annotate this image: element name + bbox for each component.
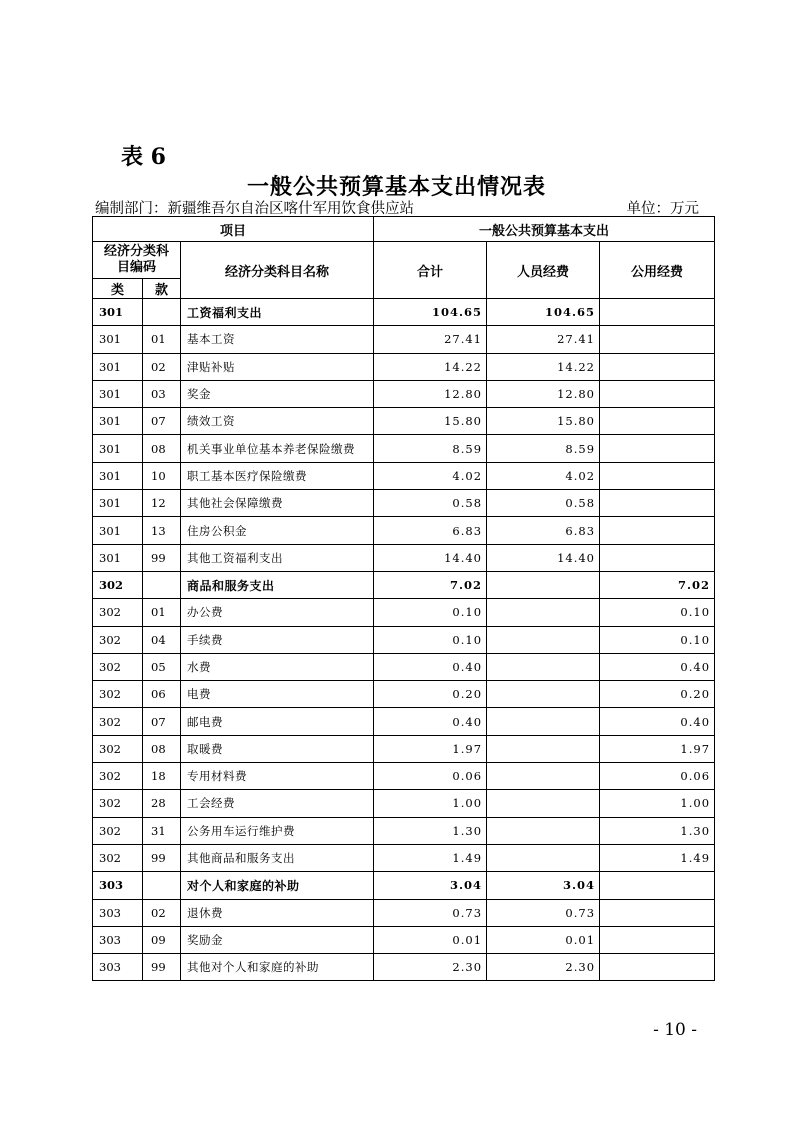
cell-name: 取暖费 <box>181 735 374 762</box>
table-row <box>93 353 715 380</box>
cell-public: 1.00 <box>600 790 715 817</box>
header-code-line2: 目编码 <box>116 260 156 275</box>
table-row <box>93 544 715 571</box>
cell-name: 电费 <box>181 681 374 708</box>
cell-lei: 302 <box>93 653 143 680</box>
cell-kuan: 10 <box>143 462 181 489</box>
cell-public: 0.20 <box>600 681 715 708</box>
header-budget: 一般公共预算基本支出 <box>374 217 715 242</box>
cell-total: 7.02 <box>374 571 487 598</box>
cell-kuan: 09 <box>143 926 181 953</box>
cell-kuan: 05 <box>143 653 181 680</box>
cell-public <box>600 490 715 517</box>
table-row <box>93 462 715 489</box>
header-name: 经济分类科目名称 <box>181 242 374 299</box>
cell-total: 14.22 <box>374 353 487 380</box>
table-row <box>93 681 715 708</box>
cell-total: 0.58 <box>374 490 487 517</box>
cell-personnel <box>487 599 600 626</box>
cell-public: 0.10 <box>600 599 715 626</box>
cell-personnel <box>487 844 600 871</box>
cell-name: 办公费 <box>181 599 374 626</box>
cell-name: 退休费 <box>181 899 374 926</box>
cell-kuan: 07 <box>143 408 181 435</box>
cell-total: 0.40 <box>374 653 487 680</box>
subtotal-row <box>93 299 715 326</box>
cell-lei: 302 <box>93 681 143 708</box>
cell-personnel: 14.22 <box>487 353 600 380</box>
cell-total: 14.40 <box>374 544 487 571</box>
cell-total: 12.80 <box>374 380 487 407</box>
cell-name: 其他商品和服务支出 <box>181 844 374 871</box>
cell-kuan: 99 <box>143 544 181 571</box>
header-public: 公用经费 <box>600 242 715 299</box>
cell-public: 1.30 <box>600 817 715 844</box>
cell-name: 公务用车运行维护费 <box>181 817 374 844</box>
cell-total: 8.59 <box>374 435 487 462</box>
table-row <box>93 790 715 817</box>
cell-total: 1.49 <box>374 844 487 871</box>
cell-name: 邮电费 <box>181 708 374 735</box>
cell-personnel: 0.01 <box>487 926 600 953</box>
table-row <box>93 653 715 680</box>
table-row <box>93 408 715 435</box>
cell-name: 其他对个人和家庭的补助 <box>181 954 374 981</box>
cell-public <box>600 926 715 953</box>
cell-name: 绩效工资 <box>181 408 374 435</box>
cell-kuan: 07 <box>143 708 181 735</box>
cell-public: 1.49 <box>600 844 715 871</box>
cell-kuan: 99 <box>143 844 181 871</box>
cell-lei: 302 <box>93 763 143 790</box>
cell-kuan: 13 <box>143 517 181 544</box>
cell-public <box>600 435 715 462</box>
cell-total: 1.00 <box>374 790 487 817</box>
cell-personnel: 104.65 <box>487 299 600 326</box>
cell-lei: 302 <box>93 790 143 817</box>
cell-kuan: 01 <box>143 599 181 626</box>
cell-lei: 301 <box>93 544 143 571</box>
cell-public <box>600 408 715 435</box>
cell-total: 3.04 <box>374 872 487 899</box>
cell-lei: 303 <box>93 954 143 981</box>
header-total: 合计 <box>374 242 487 299</box>
cell-lei: 302 <box>93 844 143 871</box>
cell-public <box>600 462 715 489</box>
cell-personnel: 3.04 <box>487 872 600 899</box>
cell-personnel: 15.80 <box>487 408 600 435</box>
cell-name: 奖励金 <box>181 926 374 953</box>
cell-kuan: 18 <box>143 763 181 790</box>
table-row <box>93 708 715 735</box>
table-row <box>93 490 715 517</box>
table-row <box>93 899 715 926</box>
cell-lei: 302 <box>93 571 143 598</box>
budget-table <box>92 216 715 981</box>
cell-lei: 301 <box>93 380 143 407</box>
cell-kuan: 03 <box>143 380 181 407</box>
header-personnel: 人员经费 <box>487 242 600 299</box>
cell-total: 1.30 <box>374 817 487 844</box>
cell-kuan: 04 <box>143 626 181 653</box>
table-row <box>93 380 715 407</box>
header-lei: 类 <box>93 279 143 299</box>
cell-personnel <box>487 653 600 680</box>
cell-lei: 301 <box>93 408 143 435</box>
cell-public <box>600 544 715 571</box>
cell-kuan: 06 <box>143 681 181 708</box>
table-row <box>93 954 715 981</box>
header-row-1 <box>93 217 715 242</box>
cell-total: 0.73 <box>374 899 487 926</box>
header-kuan: 款 <box>143 279 181 299</box>
cell-lei: 302 <box>93 599 143 626</box>
table-row <box>93 735 715 762</box>
cell-public: 0.40 <box>600 653 715 680</box>
cell-personnel <box>487 763 600 790</box>
cell-kuan: 02 <box>143 353 181 380</box>
table-label: 表 6 <box>121 144 166 170</box>
cell-personnel: 27.41 <box>487 326 600 353</box>
cell-public <box>600 899 715 926</box>
cell-personnel <box>487 681 600 708</box>
cell-total: 6.83 <box>374 517 487 544</box>
cell-name: 工资福利支出 <box>181 299 374 326</box>
cell-personnel: 14.40 <box>487 544 600 571</box>
cell-public: 0.10 <box>600 626 715 653</box>
cell-lei: 301 <box>93 299 143 326</box>
header-project: 项目 <box>93 217 374 242</box>
cell-public <box>600 954 715 981</box>
cell-name: 其他工资福利支出 <box>181 544 374 571</box>
table-row <box>93 926 715 953</box>
cell-total: 0.10 <box>374 599 487 626</box>
cell-kuan: 99 <box>143 954 181 981</box>
cell-kuan <box>143 299 181 326</box>
cell-lei: 301 <box>93 517 143 544</box>
cell-total: 0.01 <box>374 926 487 953</box>
cell-public: 1.97 <box>600 735 715 762</box>
table-row <box>93 763 715 790</box>
cell-personnel <box>487 790 600 817</box>
table-row <box>93 435 715 462</box>
cell-personnel <box>487 735 600 762</box>
cell-name: 基本工资 <box>181 326 374 353</box>
table-meta <box>95 197 705 218</box>
cell-total: 2.30 <box>374 954 487 981</box>
cell-public <box>600 517 715 544</box>
cell-total: 104.65 <box>374 299 487 326</box>
table-row <box>93 517 715 544</box>
table-row <box>93 817 715 844</box>
cell-name: 水费 <box>181 653 374 680</box>
cell-lei: 301 <box>93 462 143 489</box>
subtotal-row <box>93 872 715 899</box>
cell-kuan: 31 <box>143 817 181 844</box>
cell-total: 1.97 <box>374 735 487 762</box>
table-row <box>93 599 715 626</box>
department-label: 编制部门：新疆维吾尔自治区喀什军用饮食供应站 <box>95 201 414 217</box>
header-code-line1: 经济分类科 <box>103 244 169 259</box>
cell-kuan <box>143 872 181 899</box>
cell-lei: 301 <box>93 353 143 380</box>
cell-total: 0.40 <box>374 708 487 735</box>
cell-name: 工会经费 <box>181 790 374 817</box>
cell-lei: 302 <box>93 817 143 844</box>
cell-lei: 303 <box>93 926 143 953</box>
cell-kuan: 08 <box>143 435 181 462</box>
cell-name: 对个人和家庭的补助 <box>181 872 374 899</box>
cell-public <box>600 326 715 353</box>
cell-lei: 303 <box>93 899 143 926</box>
cell-name: 机关事业单位基本养老保险缴费 <box>181 435 374 462</box>
cell-lei: 301 <box>93 490 143 517</box>
cell-lei: 302 <box>93 626 143 653</box>
cell-name: 商品和服务支出 <box>181 571 374 598</box>
cell-total: 15.80 <box>374 408 487 435</box>
cell-personnel: 8.59 <box>487 435 600 462</box>
cell-lei: 301 <box>93 326 143 353</box>
cell-public <box>600 299 715 326</box>
cell-personnel <box>487 571 600 598</box>
cell-lei: 303 <box>93 872 143 899</box>
cell-name: 其他社会保障缴费 <box>181 490 374 517</box>
cell-total: 0.10 <box>374 626 487 653</box>
cell-lei: 301 <box>93 435 143 462</box>
cell-total: 0.06 <box>374 763 487 790</box>
subtotal-row <box>93 571 715 598</box>
cell-personnel <box>487 817 600 844</box>
cell-public <box>600 353 715 380</box>
cell-total: 4.02 <box>374 462 487 489</box>
cell-name: 住房公积金 <box>181 517 374 544</box>
cell-kuan: 28 <box>143 790 181 817</box>
cell-personnel: 0.73 <box>487 899 600 926</box>
cell-public: 0.06 <box>600 763 715 790</box>
cell-kuan: 01 <box>143 326 181 353</box>
cell-personnel <box>487 708 600 735</box>
unit-label: 单位：万元 <box>626 201 699 217</box>
cell-kuan: 08 <box>143 735 181 762</box>
cell-kuan <box>143 571 181 598</box>
header-code <box>93 242 181 279</box>
cell-name: 手续费 <box>181 626 374 653</box>
table-row <box>93 844 715 871</box>
cell-total: 0.20 <box>374 681 487 708</box>
cell-public <box>600 872 715 899</box>
cell-public: 7.02 <box>600 571 715 598</box>
cell-personnel: 12.80 <box>487 380 600 407</box>
cell-kuan: 02 <box>143 899 181 926</box>
cell-public <box>600 380 715 407</box>
cell-name: 专用材料费 <box>181 763 374 790</box>
cell-personnel <box>487 626 600 653</box>
page-number: - 10 - <box>653 1020 697 1040</box>
cell-personnel: 0.58 <box>487 490 600 517</box>
table-row <box>93 326 715 353</box>
cell-lei: 302 <box>93 735 143 762</box>
cell-personnel: 2.30 <box>487 954 600 981</box>
cell-name: 职工基本医疗保险缴费 <box>181 462 374 489</box>
cell-public: 0.40 <box>600 708 715 735</box>
document-title: 一般公共预算基本支出情况表 <box>246 174 546 200</box>
cell-name: 奖金 <box>181 380 374 407</box>
cell-personnel: 4.02 <box>487 462 600 489</box>
cell-name: 津贴补贴 <box>181 353 374 380</box>
table-row <box>93 626 715 653</box>
header-row-2 <box>93 242 715 279</box>
cell-lei: 302 <box>93 708 143 735</box>
cell-personnel: 6.83 <box>487 517 600 544</box>
cell-total: 27.41 <box>374 326 487 353</box>
cell-kuan: 12 <box>143 490 181 517</box>
